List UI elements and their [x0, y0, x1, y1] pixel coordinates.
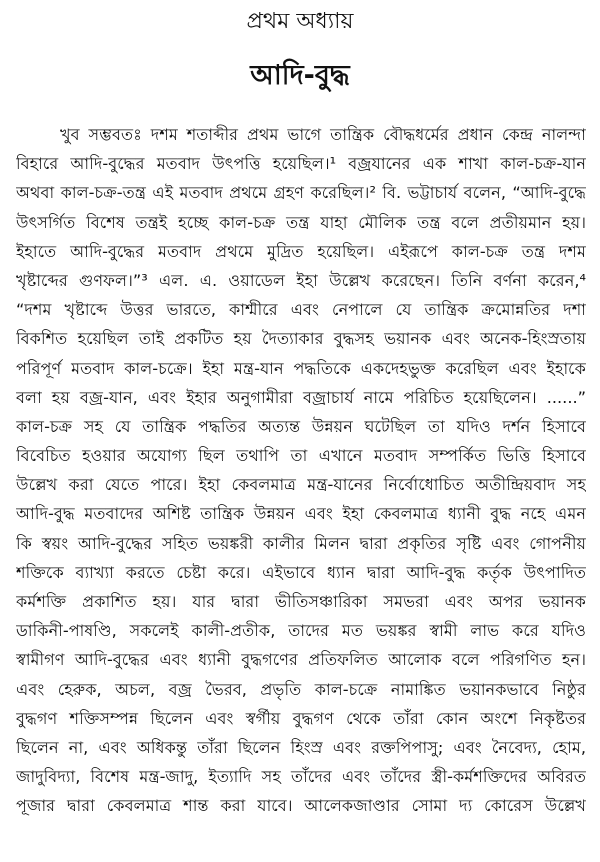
body-paragraph	[16, 120, 586, 821]
paragraph-line: উল্লেখ করা যেতে পারে। ইহা কেবলমাত্র মন্ত্র-যানের নির্বোধোচিত অতীন্দ্রিয়বাদ সহ	[16, 475, 586, 495]
paragraph-line: ডাকিনী-পাষণ্ডি, সকলেই কালী-প্রতীক, তাদের মত ভয়ঙ্কর স্বামী লাভ করে যদিও	[16, 621, 586, 641]
paragraph-line: জাদুবিদ্যা, বিশেষ মন্ত্র-জাদু, ইত্যাদি সহ তাঁদের এবং তাঁদের স্ত্রী-কর্মশক্তিদের অবিরত	[16, 767, 586, 787]
paragraph-line: “দশম খৃষ্টাব্দে উত্তর ভারতে, কাশ্মীরে এবং নেপালে যে তান্ত্রিক ক্রমোন্নতির দশা	[16, 300, 586, 320]
paragraph-line: অথবা কাল-চক্র-তন্ত্র এই মতবাদ প্রথমে গ্রহণ করেছিল।² বি. ভট্টাচার্য বলেন, “আদি-বুদ্ধে	[16, 183, 586, 203]
paragraph-line: বিহারে আদি-বুদ্ধের মতবাদ উৎপত্তি হয়েছিল।¹ বজ্রযানের এক শাখা কাল-চক্র-যান	[16, 154, 586, 174]
paragraph-line: খুব সম্ভবতঃ দশম শতাব্দীর প্রথম ভাগে তান্ত্রিক বৌদ্ধধর্মের প্রধান কেন্দ্র নালন্দা	[60, 125, 586, 144]
paragraph-line: বুদ্ধগণ শক্তিসম্পন্ন ছিলেন এবং স্বর্গীয় বুদ্ধগণ থেকে তাঁরা কোন অংশে নিকৃষ্টতর	[16, 708, 586, 728]
paragraph-line: কাল-চক্র সহ যে তান্ত্রিক পদ্ধতির অত্যন্ত উন্নয়ন ঘটেছিল তা যদিও দর্শন হিসাবে	[16, 416, 586, 436]
paragraph-line: উৎসর্গিত বিশেষ তন্ত্রই হচ্ছে কাল-চক্র তন্ত্র যাহা মৌলিক তন্ত্র বলে প্রতীয়মান হয়।	[16, 212, 586, 232]
paragraph-line: বলা হয় বজ্র-যান, এবং ইহার অনুগামীরা বজ্রাচার্য নামে পরিচিত হয়েছিলেন। ......”	[16, 387, 586, 407]
paragraph-line: স্বামীগণ আদি-বুদ্ধের এবং ধ্যানী বুদ্ধগণের প্রতিফলিত আলোক বলে পরিগণিত হন।	[16, 650, 586, 670]
paragraph-line: ইহাতে আদি-বুদ্ধের মতবাদ প্রথমে মুদ্রিত হয়েছিল। এইরূপে কাল-চক্র তন্ত্র দশম	[16, 241, 586, 261]
paragraph-line: বিকশিত হয়েছিল তাই প্রকটিত হয় দৈত্যাকার বুদ্ধসহ ভয়ানক এবং অনেক-হিংস্রতায়	[16, 329, 586, 349]
paragraph-line: পরিপূর্ণ মতবাদ কাল-চক্রে। ইহা মন্ত্র-যান পদ্ধতিকে একদেহভুক্ত করেছিল এবং ইহাকে	[16, 358, 586, 378]
paragraph-line: কর্মশক্তি প্রকাশিত হয়। যার দ্বারা ভীতিসঞ্চারিকা সমভরা এবং অপর ভয়ানক	[16, 592, 586, 611]
paragraph-line: আদি-বুদ্ধ মতবাদের অশিষ্ট তান্ত্রিক উন্নয়ন এবং ইহা কেবলমাত্র ধ্যানী বুদ্ধ নহে এমন	[16, 504, 586, 524]
chapter-heading: প্রথম অধ্যায়	[246, 9, 354, 34]
paragraph-line: খৃষ্টাব্দের গুণফল।”³ এল. এ. ওয়াডেল ইহা উল্লেখ করেছেন। তিনি বর্ণনা করেন,⁴	[16, 270, 586, 290]
chapter-title: আদি-বুদ্ধ	[250, 60, 350, 91]
paragraph-line: এবং হেরুক, অচল, বজ্র ভৈরব, প্রভৃতি কাল-চক্রে নামাঙ্কিত ভয়ানকভাবে নিষ্ঠুর	[16, 679, 586, 699]
paragraph-line: পূজার দ্বারা কেবলমাত্র শান্ত করা যাবে। আলেকজাণ্ডার সোমা দ্য কোরেস উল্লেখ	[16, 796, 586, 816]
paragraph-line: শক্তিকে ব্যাখ্যা করতে চেষ্টা করে। এইভাবে ধ্যান দ্বারা আদি-বুদ্ধ কর্তৃক উৎপাদিত	[16, 562, 586, 582]
paragraph-line: ছিলেন না, এবং অধিকন্তু তাঁরা ছিলেন হিংস্র এবং রক্তপিপাসু; এবং নৈবেদ্য, হোম,	[16, 737, 586, 757]
paragraph-line: বিবেচিত হওয়ার অযোগ্য ছিল তথাপি তা এখানে মতবাদ সম্পর্কিত ভিত্তি হিসাবে	[16, 446, 586, 466]
paragraph-line: কি স্বয়ং আদি-বুদ্ধের সহিত ভয়ঙ্করী কালীর মিলন দ্বারা প্রকৃতির সৃষ্টি এবং গোপনীয়	[16, 533, 586, 553]
